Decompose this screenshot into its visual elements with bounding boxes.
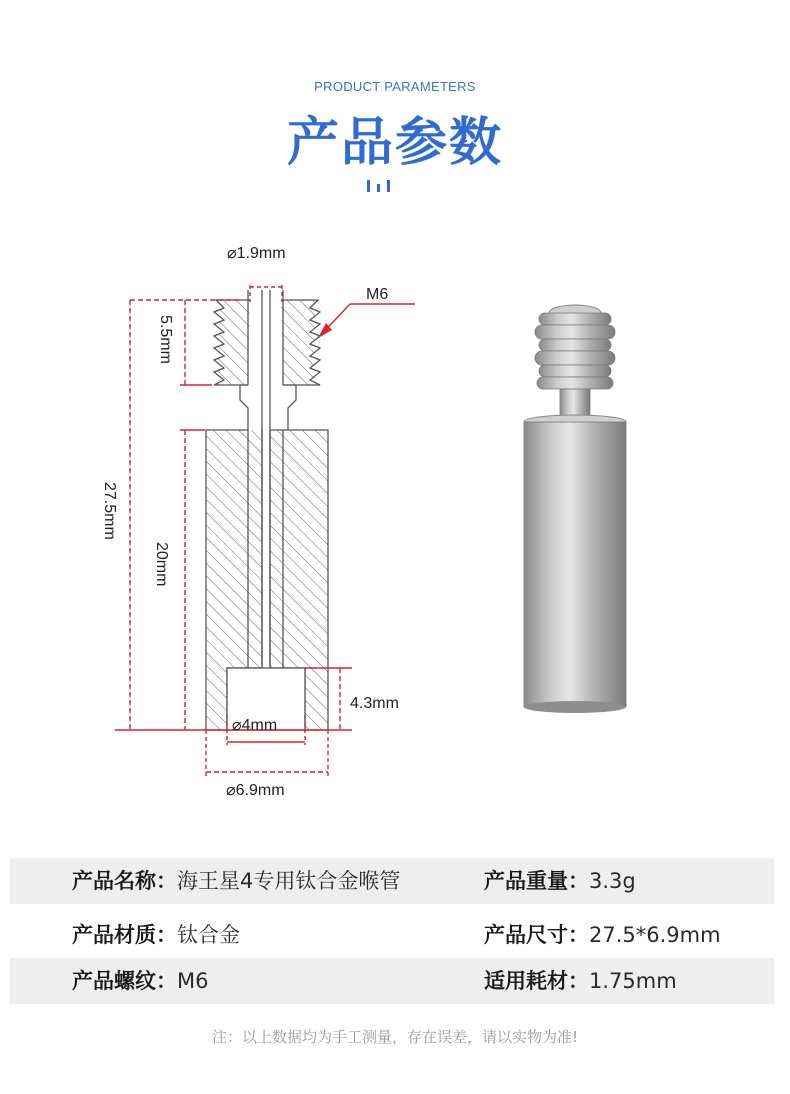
spec-key: 产品重量：	[484, 869, 589, 893]
title-decoration	[365, 180, 395, 194]
spec-value: 1.75mm	[589, 969, 677, 993]
spec-row	[10, 912, 774, 958]
section-title: 产品参数	[286, 113, 503, 173]
spec-value: 3.3g	[589, 869, 636, 893]
section-subtitle: PRODUCT PARAMETERS	[314, 79, 476, 94]
spec-value: 海王星4专用钛合金喉管	[177, 869, 401, 893]
spec-key: 产品名称：	[72, 869, 177, 893]
spec-key: 产品螺纹：	[72, 969, 177, 993]
label-bore-depth: 4.3mm	[350, 695, 399, 712]
label-total-length: 27.5mm	[101, 482, 118, 540]
label-bore-diameter: ⌀4mm	[232, 717, 278, 734]
spec-row	[10, 958, 774, 1004]
label-outer-diameter: ⌀6.9mm	[226, 782, 285, 799]
label-thread: M6	[366, 286, 389, 303]
spec-row	[10, 858, 774, 904]
spec-key: 产品材质：	[72, 923, 177, 947]
spec-value: M6	[177, 969, 209, 993]
spec-value: 27.5*6.9mm	[589, 923, 721, 947]
label-body-length: 20mm	[153, 542, 170, 587]
label-thread-length: 5.5mm	[157, 315, 174, 364]
spec-key: 产品尺寸：	[484, 923, 589, 947]
spec-key: 适用耗材：	[484, 969, 589, 993]
measurement-note: 注：以上数据均为手工测量，存在误差，请以实物为准!	[211, 1028, 579, 1046]
spec-value: 钛合金	[177, 923, 240, 947]
label-inner-diameter: ⌀1.9mm	[227, 245, 286, 262]
product-photo	[505, 295, 645, 720]
technical-drawing	[0, 230, 460, 810]
